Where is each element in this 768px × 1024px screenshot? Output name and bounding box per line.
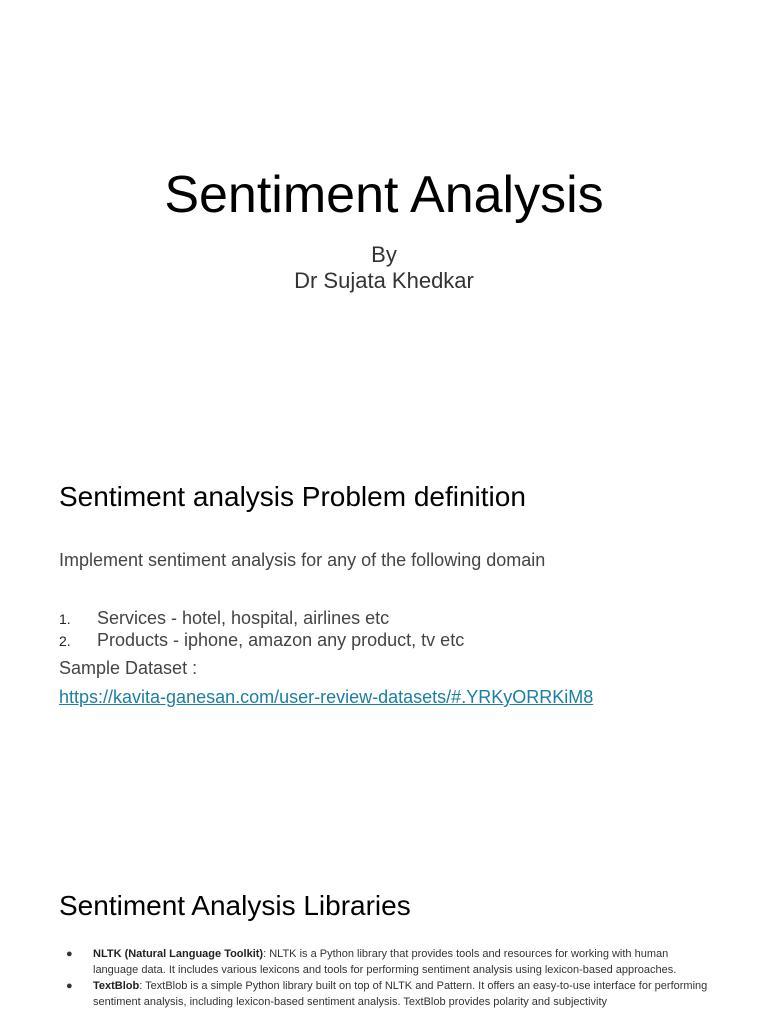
sample-dataset-label: Sample Dataset : <box>59 658 198 678</box>
list-item-text: Products - iphone, amazon any product, tv etc <box>97 630 465 650</box>
problem-definition-heading: Sentiment analysis Problem definition <box>59 481 526 512</box>
author-name: Dr Sujata Khedkar <box>294 268 474 293</box>
libraries-heading: Sentiment Analysis Libraries <box>59 890 411 921</box>
library-description: : TextBlob is a simple Python library built on top of NLTK and Pattern. It offers an easy-to-use interface for performing sentiment analysis, including lexicon-based sentiment analysis. TextBlob provides polarity and subjectivity <box>93 980 708 1008</box>
list-number: 2. <box>59 633 71 649</box>
list-item <box>66 978 716 1010</box>
library-name: TextBlob <box>93 980 140 992</box>
presentation-title: Sentiment Analysis <box>164 166 604 224</box>
sample-dataset-link[interactable]: https://kavita-ganesan.com/user-review-datasets/#.YRKyORRKiM8 <box>59 687 594 707</box>
list-item <box>59 629 464 651</box>
subtitle-by: By <box>371 242 397 267</box>
problem-intro-text: Implement sentiment analysis for any of the following domain <box>59 550 546 570</box>
list-item <box>66 946 716 978</box>
library-description: : NLTK is a Python library that provides tools and resources for working with human language data. It includes various lexicons and tools for performing sentiment analysis using lexicon-based approaches. <box>93 948 677 976</box>
bullet-icon: ● <box>66 948 73 960</box>
list-number: 1. <box>59 611 71 627</box>
list-item-text: Services - hotel, hospital, airlines etc <box>97 608 390 628</box>
bullet-icon: ● <box>66 980 73 992</box>
libraries-list <box>66 946 716 1010</box>
library-name: NLTK (Natural Language Toolkit) <box>93 948 264 960</box>
domain-list <box>59 607 464 651</box>
list-item <box>59 607 464 629</box>
